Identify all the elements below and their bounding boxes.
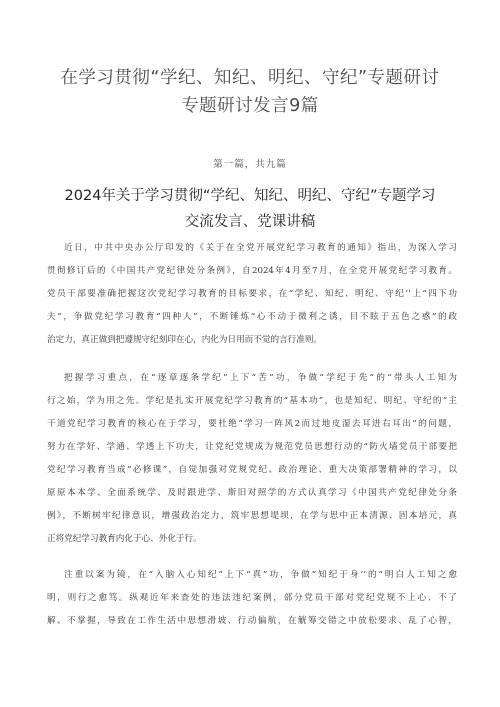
text-line: 原原本本学、全面系统学、及时跟进学、斯旧对照学的方式认真学习《中国共产党纪律处分条 xyxy=(47,488,457,498)
text-line: 近日，中共中央办公厅印发的《关于在全党开展党纪学习教育的通知》指出，为深入学习 xyxy=(64,243,457,253)
text-line: 正将党纪学习教育内化于心、外化于行。 xyxy=(47,534,202,544)
text-line: 明，则行之愈笃。纵观近年来查处的违法违纪案例，部分党员干部对党纪党规不上心、不了 xyxy=(47,593,457,603)
text-line: 党员干部要准确把握这次党纪学习教育的目标要求，在“学纪、知纪、明纪、守纪’’上“四下功 xyxy=(47,289,457,299)
paragraph-1 xyxy=(47,237,457,352)
text-line: 干道党纪学习教育的核心在于学习，要杜绝“学习一阵风2而过地皮湿去耳进右耳出”的问题， xyxy=(47,419,457,429)
text-line: 努力在学好、学通、学透上下功夫，让党纪党规成为规范党员思想行动的“防火墙党员干部要把 xyxy=(47,442,457,452)
text-line: 注重以案为镜，在“入脑入心知纪”上下“真”功，争做“知纪于身’’的“明白人工知之愈 xyxy=(64,570,457,580)
text-line: 行之始，学为用之先。学纪是扎实开展党纪学习教育的“基本功”，也是知纪、明纪、守纪的“主 xyxy=(47,396,457,406)
text-line: 例》，不断树牢纪律意识，增强政治定力，筑牢思想堤坝，在学与思中正本清源、固本培元，真 xyxy=(47,511,457,521)
article-title-line-2: 交流发言、党课讲稿 xyxy=(184,214,316,230)
article-title-line-1: 2024年关于学习贯彻“学纪、知纪、明纪、守纪”专题学习 xyxy=(64,188,436,204)
text-line: 解、不掌握，导致在工作生活中思想滑坡、行动偏航，在觥筹交错之中放松要求、乱了心智， xyxy=(47,616,457,626)
text-line: 贯彻修订后的《中国共产党纪律处分条例》，自2024年4月至7月，在全党开展党纪学习教育。 xyxy=(47,266,457,276)
section-label: 第一篇，共九篇 xyxy=(213,159,287,170)
text-line: 治定力，真正做到把遵规守纪刻印在心，内化为日用而不觉的言行准则。 xyxy=(47,335,323,345)
text-line: 把握学习重点，在“逐章逐条学纪”上下“苦”功，争做“学纪于先”的“带头人工知为 xyxy=(64,373,457,383)
text-line: 夫”，争做党纪学习教育“四种人”，不断锤炼“心不动于微利之诱，目不眩于五色之惑”的政 xyxy=(47,312,457,322)
paragraph-3 xyxy=(47,564,457,633)
document-title-line-1: 在学习贯彻“学纪、知纪、明纪、守纪”专题研讨 xyxy=(60,68,440,88)
document-title-line-2: 专题研讨发言9篇 xyxy=(181,96,319,116)
text-line: 党纪学习教育当成“必修课”，自觉加强对党规党纪、政治理论、重大决策部署精神的学习，以 xyxy=(47,465,457,475)
paragraph-2 xyxy=(47,367,457,551)
